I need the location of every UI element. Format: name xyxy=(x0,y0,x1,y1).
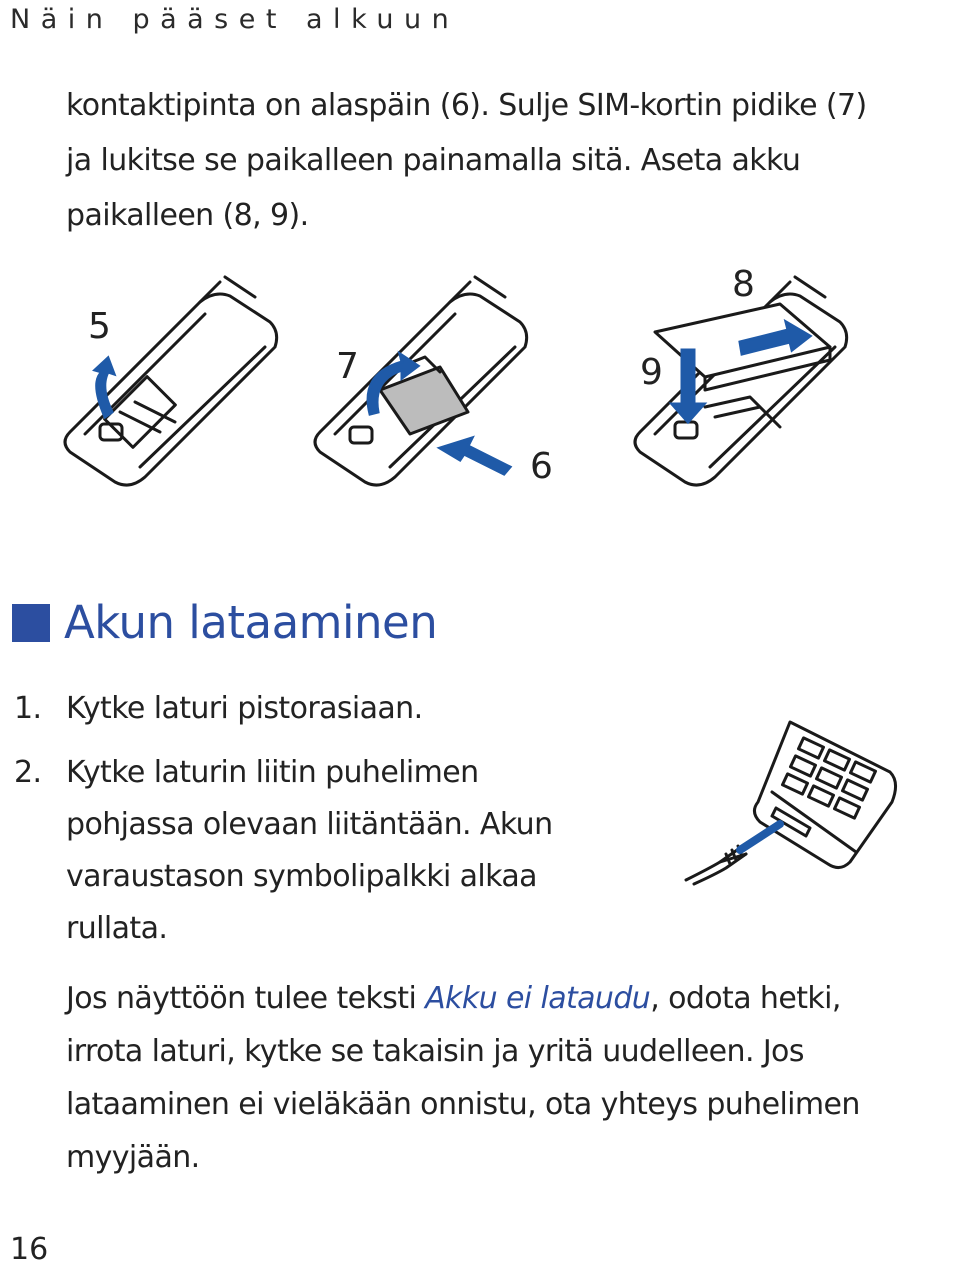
note-line-3: lataaminen ei vieläkään onnistu, ota yhteys puhelimen xyxy=(66,1087,860,1122)
section-heading xyxy=(12,596,437,649)
intro-line-1: kontaktipinta on alaspäin (6). Sulje SIM-kortin pidike (7) xyxy=(66,88,867,123)
intro-line-2: ja lukitse se paikalleen painamalla sitä. Aseta akku xyxy=(66,143,801,178)
step-number: 2. xyxy=(14,755,42,790)
note-line-4: myyjään. xyxy=(66,1140,200,1175)
push-arrow-6 xyxy=(440,438,510,474)
step-text: Kytke laturin liitin puhelimen xyxy=(66,755,479,790)
note-line-1: Jos näyttöön tulee teksti Akku ei lataudu, odota hetki, xyxy=(66,981,841,1016)
section-title: Akun lataaminen xyxy=(64,596,438,649)
figure-label-9: 9 xyxy=(640,352,663,393)
sim-battery-illustration xyxy=(50,262,910,542)
figure-label-6: 6 xyxy=(530,446,553,487)
figure-label-8: 8 xyxy=(732,264,755,305)
charger-plug-arrow xyxy=(740,824,780,850)
running-head: Näin pääset alkuun xyxy=(10,4,460,35)
page-number: 16 xyxy=(10,1232,49,1267)
step-text: Kytke laturi pistorasiaan. xyxy=(66,691,423,726)
charger-connection-illustration xyxy=(680,712,900,902)
step-2-line-4: rullata. xyxy=(66,911,168,946)
display-text-akku-ei-lataudu: Akku ei lataudu xyxy=(425,981,651,1016)
step-2-line-3: varaustason symbolipalkki alkaa xyxy=(66,859,537,894)
intro-line-3: paikalleen (8, 9). xyxy=(66,198,309,233)
step-1 xyxy=(14,683,423,735)
heading-square-icon xyxy=(12,604,50,642)
charging-note xyxy=(66,972,946,1184)
step-2-line-2: pohjassa olevaan liitäntään. Akun xyxy=(66,807,553,842)
figure-label-5: 5 xyxy=(88,306,111,347)
keypad xyxy=(782,738,875,818)
phone-battery-insert xyxy=(635,277,847,485)
step-2 xyxy=(14,747,479,799)
figure-label-7: 7 xyxy=(336,346,359,387)
note-line-2: irrota laturi, kytke se takaisin ja yritä uudelleen. Jos xyxy=(66,1034,804,1069)
step-number: 1. xyxy=(14,691,42,726)
lift-arrow-5 xyxy=(95,358,114,417)
